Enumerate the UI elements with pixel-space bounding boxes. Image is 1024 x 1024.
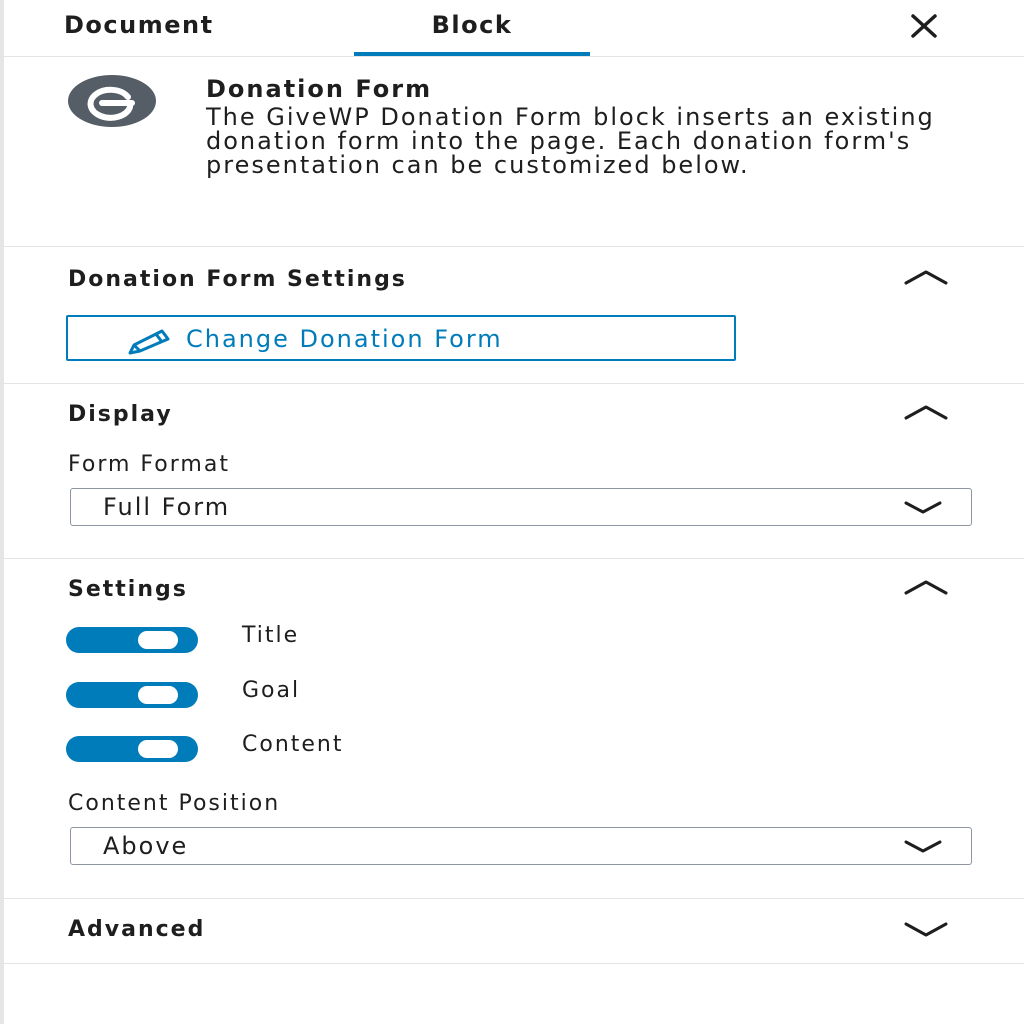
sidebar-tabs: [4, 0, 1024, 57]
form-format-label: Form Format: [68, 452, 230, 477]
close-icon[interactable]: [904, 10, 944, 42]
toggle-row-content[interactable]: [66, 732, 666, 766]
block-card: [4, 57, 1024, 247]
advanced-panel: [4, 899, 1024, 964]
goal-toggle[interactable]: [66, 682, 198, 708]
tab-block[interactable]: Block: [354, 0, 590, 56]
display-panel: [4, 384, 1024, 559]
settings-panel: [4, 559, 1024, 899]
content-position-select[interactable]: [70, 827, 972, 865]
form-format-value: Full Form: [103, 493, 231, 521]
chevron-up-icon[interactable]: [902, 267, 950, 287]
content-position-label: Content Position: [68, 791, 281, 816]
donation-form-settings-panel: [4, 247, 1024, 384]
content-position-value: Above: [103, 832, 189, 860]
tab-document[interactable]: Document: [64, 11, 214, 39]
chevron-up-icon[interactable]: [902, 577, 950, 597]
title-toggle[interactable]: [66, 627, 198, 653]
toggle-knob: [138, 631, 178, 649]
content-toggle[interactable]: [66, 736, 198, 762]
block-title: Donation Form: [206, 75, 433, 103]
panel-title-advanced[interactable]: Advanced: [68, 917, 206, 942]
block-description: The GiveWP Donation Form block inserts an existing donation form into the page. Each donation form's presentation can be customized below.: [206, 103, 935, 179]
form-format-select[interactable]: [70, 488, 972, 526]
toggle-knob: [138, 686, 178, 704]
toggle-label-title: Title: [242, 623, 300, 648]
chevron-down-icon: [903, 499, 943, 515]
toggle-row-title[interactable]: [66, 623, 666, 657]
change-donation-form-button[interactable]: [66, 315, 736, 361]
toggle-row-goal[interactable]: [66, 678, 666, 712]
chevron-down-icon: [903, 838, 943, 854]
panel-title-display[interactable]: Display: [68, 402, 173, 427]
panel-title-donation-form-settings[interactable]: Donation Form Settings: [68, 267, 407, 292]
chevron-up-icon[interactable]: [902, 402, 950, 422]
toggle-label-goal: Goal: [242, 678, 301, 703]
panel-title-settings[interactable]: Settings: [68, 577, 188, 602]
pencil-icon: [122, 327, 176, 355]
givewp-logo-icon: [66, 73, 158, 129]
change-donation-form-label: Change Donation Form: [186, 325, 503, 353]
toggle-label-content: Content: [242, 732, 344, 757]
chevron-down-icon[interactable]: [902, 919, 950, 939]
toggle-knob: [138, 740, 178, 758]
